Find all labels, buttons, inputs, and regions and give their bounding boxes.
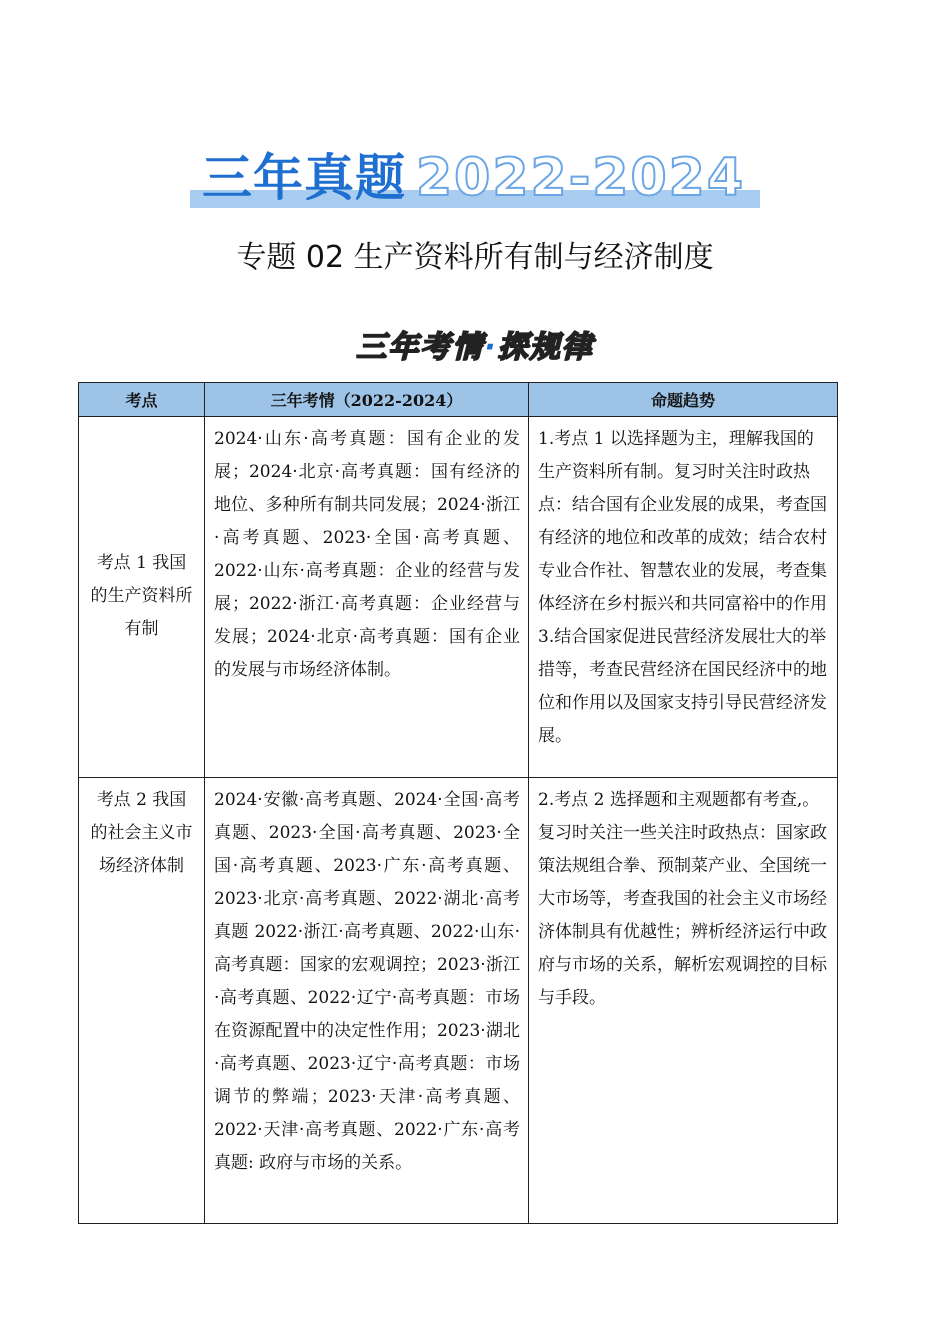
subtitle-left: 三年考情 [356, 330, 485, 365]
banner [190, 150, 760, 212]
header-years: 三年考情（2022-2024） [205, 383, 529, 417]
exam-table [78, 382, 838, 1224]
years-cell: 2024·安徽·高考真题、2024·全国·高考真题、2023·全国·高考真题、2023·全国·高考真题、2023·广东·高考真题、2023·北京·高考真题、2022·湖北·高考真题 2022·浙江·高考真题、2022·山东·高考真题：国家的宏观调控；2023·浙江·高考真题、2022·辽宁·高考真题：市场在资源配置中的决定性作用；2023·湖北·高考真题、2023·辽宁·高考真题：市场调节的弊端；2023·天津·高考真题、2022·天津·高考真题、2022·广东·高考真题: 政府与市场的关系。 [205, 778, 529, 1224]
table-header-row [79, 383, 838, 417]
banner-years: 2022-2024 [416, 148, 746, 208]
trend-paragraph: 3.结合国家促进民营经济发展壮大的举措等，考查民营经济在国民经济中的地位和作用以及国家支持引导民营经济发展。 [538, 627, 827, 746]
trend-cell [529, 417, 838, 778]
header-topic: 考点 [79, 383, 205, 417]
trend-paragraph: 1.考点 1 以选择题为主，理解我国的生产资料所有制。复习时关注时政热点：结合国有企业发展的成果，考查国有经济的地位和改革的成效；结合农村专业合作社、智慧农业的发展，考查集体经济在乡村振兴和共同富裕中的作用 [538, 429, 827, 614]
subtitle-right: 探规律 [497, 330, 594, 365]
subtitle-dot: · [484, 330, 498, 365]
document-title: 专题 02 生产资料所有制与经济制度 [236, 240, 714, 275]
section-subtitle [0, 325, 950, 371]
table-row [79, 417, 838, 778]
years-cell: 2024·山东·高考真题：国有企业的发展；2024·北京·高考真题：国有经济的地位、多种所有制共同发展；2024·浙江·高考真题、2023·全国·高考真题、2022·山东·高考真题：企业的经营与发展；2022·浙江·高考真题：企业经营与发展；2024·北京·高考真题：国有企业的发展与市场经济体制。 [205, 417, 529, 778]
banner-main-text: 三年真题 [202, 149, 406, 207]
trend-cell: 2.考点 2 选择题和主观题都有考查,。复习时关注一些关注时政热点：国家政策法规组合拳、预制菜产业、全国统一大市场等，考查我国的社会主义市场经济体制具有优越性；辨析经济运行中政府与市场的关系，解析宏观调控的目标与手段。 [529, 778, 838, 1224]
header-trend: 命题趋势 [529, 383, 838, 417]
topic-cell: 考点 1 我国的生产资料所有制 [79, 417, 205, 778]
topic-cell: 考点 2 我国的社会主义市场经济体制 [79, 778, 205, 1224]
table-row [79, 778, 838, 1224]
banner-text [202, 150, 745, 218]
